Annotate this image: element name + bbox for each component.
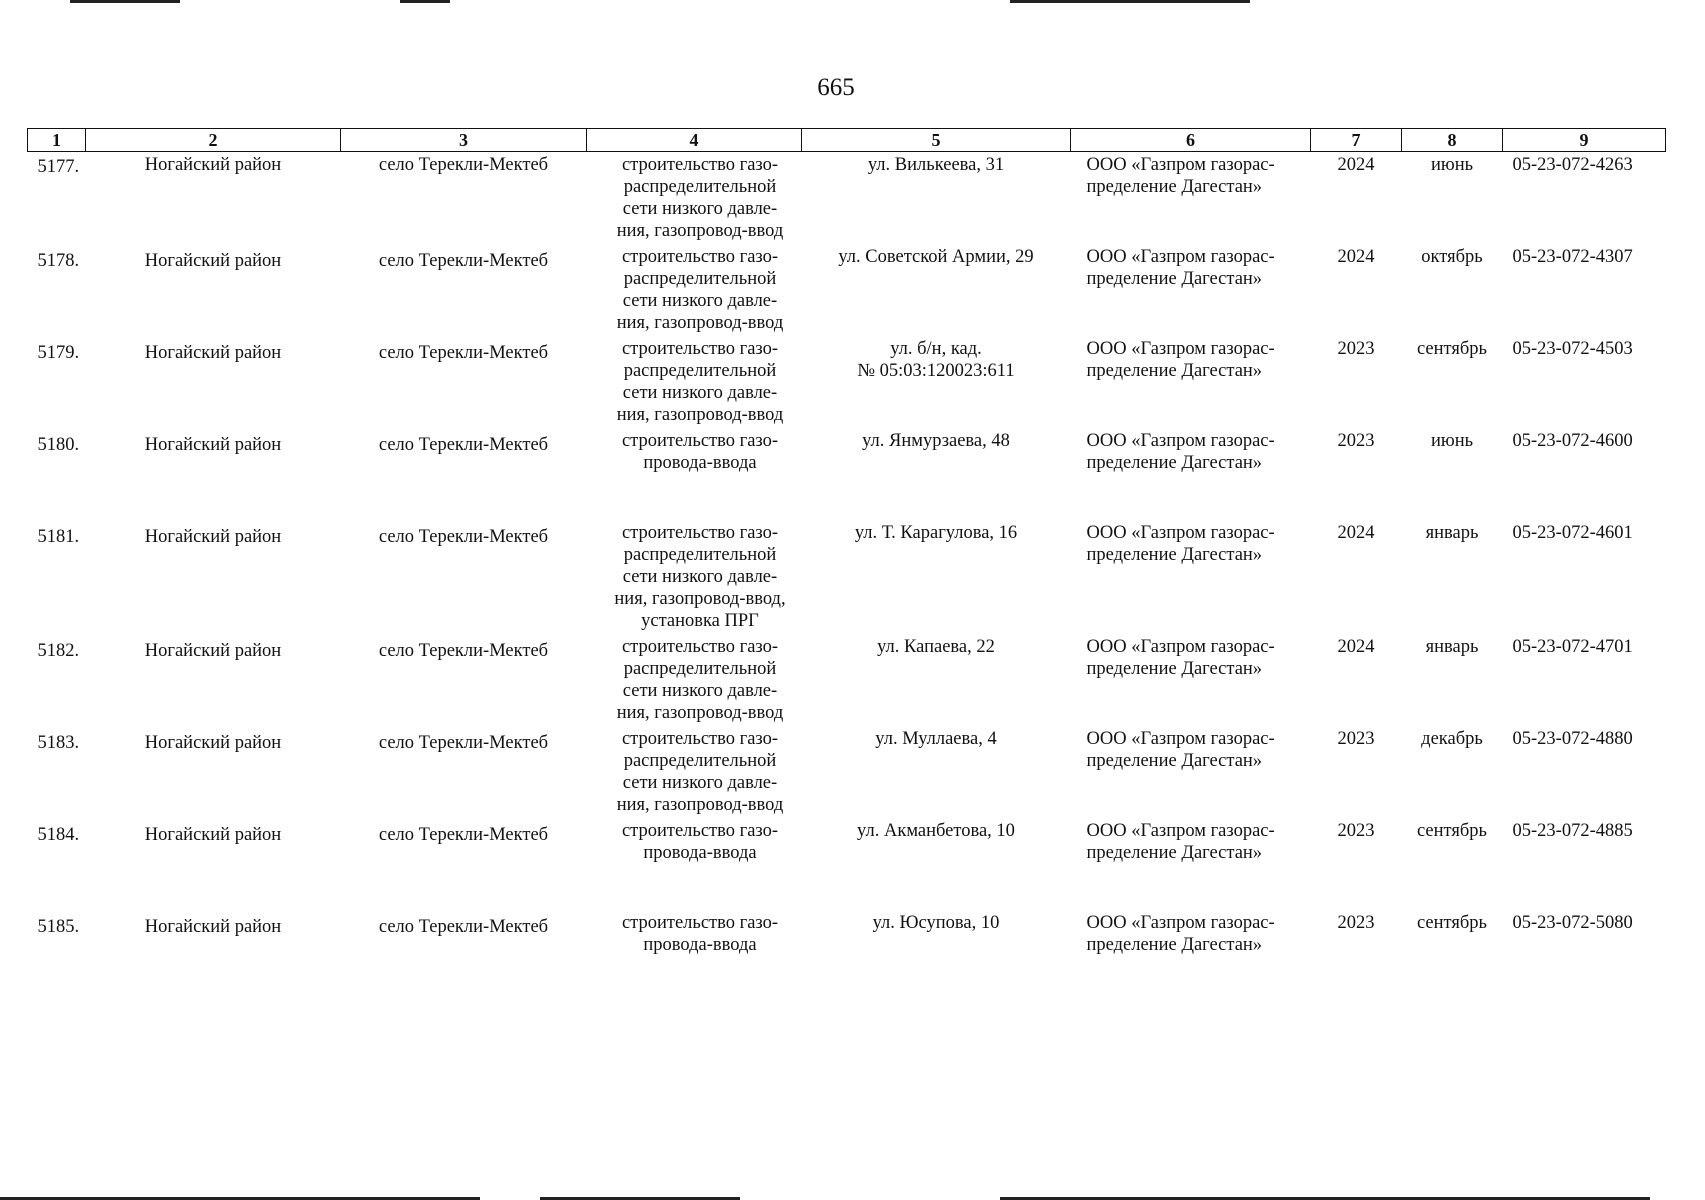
header-col-4: 4 xyxy=(587,129,802,152)
code-cell: 05-23-072-4601 xyxy=(1512,523,1633,543)
code-cell: 05-23-072-4503 xyxy=(1512,339,1633,359)
code-cell: 05-23-072-4307 xyxy=(1512,247,1633,267)
header-col-9: 9 xyxy=(1503,129,1666,152)
month-cell: декабрь xyxy=(1421,729,1483,749)
row-number: 5182. xyxy=(37,641,80,661)
year-cell: 2023 xyxy=(1337,821,1375,841)
header-col-5: 5 xyxy=(802,129,1071,152)
month-cell: сентябрь xyxy=(1417,913,1487,933)
row-number: 5180. xyxy=(37,435,80,455)
settlement-cell: село Терекли-Мектеб xyxy=(378,825,549,845)
settlement-cell: село Терекли-Мектеб xyxy=(378,733,549,753)
table-body xyxy=(28,152,1666,1005)
header-col-6: 6 xyxy=(1071,129,1311,152)
organization-cell: ООО «Газпром газорас- пределение Дагестан» xyxy=(1086,913,1275,955)
settlement-cell: село Терекли-Мектеб xyxy=(378,435,549,455)
district-cell: Ногайский район xyxy=(144,527,282,547)
work-type-cell: строительство газо- распределительной сети низкого давле- ния, газопровод-ввод xyxy=(616,247,784,333)
work-type-cell: строительство газо- провода-ввода xyxy=(621,431,779,473)
address-cell: ул. Янмурзаева, 48 xyxy=(862,431,1010,451)
code-cell: 05-23-072-4600 xyxy=(1512,431,1633,451)
table-row xyxy=(28,912,1666,1004)
work-type-cell: строительство газо- распределительной сети низкого давле- ния, газопровод-ввод xyxy=(616,339,784,425)
settlement-cell: село Терекли-Мектеб xyxy=(378,155,549,175)
code-cell: 05-23-072-4263 xyxy=(1512,155,1633,175)
header-col-2: 2 xyxy=(86,129,341,152)
row-number: 5183. xyxy=(37,733,80,753)
district-cell: Ногайский район xyxy=(144,733,282,753)
organization-cell: ООО «Газпром газорас- пределение Дагестан» xyxy=(1086,523,1275,565)
address-cell: ул. Юсупова, 10 xyxy=(872,913,1000,933)
settlement-cell: село Терекли-Мектеб xyxy=(378,917,549,937)
month-cell: июнь xyxy=(1430,431,1474,451)
table-row xyxy=(28,522,1666,636)
organization-cell: ООО «Газпром газорас- пределение Дагестан» xyxy=(1086,729,1275,771)
address-cell: ул. Муллаева, 4 xyxy=(875,729,997,749)
work-type-cell: строительство газо- распределительной сети низкого давле- ния, газопровод-ввод xyxy=(616,729,784,815)
address-cell: ул. Советской Армии, 29 xyxy=(838,247,1034,267)
work-type-cell: строительство газо- распределительной сети низкого давле- ния, газопровод-ввод, установка ПРГ xyxy=(614,523,786,631)
settlement-cell: село Терекли-Мектеб xyxy=(378,641,549,661)
year-cell: 2024 xyxy=(1337,523,1375,543)
organization-cell: ООО «Газпром газорас- пределение Дагестан» xyxy=(1086,339,1275,381)
table-row xyxy=(28,152,1666,247)
row-number: 5178. xyxy=(37,251,80,271)
header-col-1: 1 xyxy=(28,129,86,152)
address-cell: ул. Акманбетова, 10 xyxy=(857,821,1015,841)
organization-cell: ООО «Газпром газорас- пределение Дагестан» xyxy=(1086,637,1275,679)
row-number: 5179. xyxy=(37,343,80,363)
year-cell: 2023 xyxy=(1337,913,1375,933)
month-cell: октябрь xyxy=(1421,247,1483,267)
work-type-cell: строительство газо- распределительной сети низкого давле- ния, газопровод-ввод xyxy=(616,637,784,723)
settlement-cell: село Терекли-Мектеб xyxy=(378,343,549,363)
month-cell: январь xyxy=(1425,637,1479,657)
year-cell: 2023 xyxy=(1337,729,1375,749)
table-header xyxy=(28,129,1666,152)
table-row xyxy=(28,728,1666,820)
year-cell: 2024 xyxy=(1337,155,1375,175)
registry-table xyxy=(27,128,1666,1004)
district-cell: Ногайский район xyxy=(144,641,282,661)
table-row xyxy=(28,430,1666,522)
district-cell: Ногайский район xyxy=(144,825,282,845)
month-cell: июнь xyxy=(1430,155,1474,175)
address-cell: ул. Вилькеева, 31 xyxy=(867,155,1005,175)
header-col-3: 3 xyxy=(341,129,587,152)
month-cell: сентябрь xyxy=(1417,339,1487,359)
header-col-8: 8 xyxy=(1402,129,1503,152)
table-row xyxy=(28,338,1666,430)
address-cell: ул. Т. Карагулова, 16 xyxy=(854,523,1018,543)
code-cell: 05-23-072-4885 xyxy=(1512,821,1633,841)
table-row xyxy=(28,636,1666,728)
district-cell: Ногайский район xyxy=(144,251,282,271)
scan-edge-top-left xyxy=(70,0,180,3)
year-cell: 2023 xyxy=(1337,339,1375,359)
scan-edge-top-right xyxy=(1010,0,1250,3)
organization-cell: ООО «Газпром газорас- пределение Дагестан» xyxy=(1086,821,1275,863)
organization-cell: ООО «Газпром газорас- пределение Дагестан» xyxy=(1086,431,1275,473)
organization-cell: ООО «Газпром газорас- пределение Дагестан» xyxy=(1086,247,1275,289)
code-cell: 05-23-072-5080 xyxy=(1512,913,1633,933)
scan-edge-top-mid xyxy=(400,0,450,3)
code-cell: 05-23-072-4701 xyxy=(1512,637,1633,657)
row-number: 5181. xyxy=(37,527,80,547)
district-cell: Ногайский район xyxy=(144,435,282,455)
year-cell: 2023 xyxy=(1337,431,1375,451)
year-cell: 2024 xyxy=(1337,637,1375,657)
header-row xyxy=(28,129,1666,152)
header-col-7: 7 xyxy=(1311,129,1402,152)
code-cell: 05-23-072-4880 xyxy=(1512,729,1633,749)
district-cell: Ногайский район xyxy=(144,155,282,175)
work-type-cell: строительство газо- распределительной сети низкого давле- ния, газопровод-ввод xyxy=(616,155,784,241)
district-cell: Ногайский район xyxy=(144,917,282,937)
year-cell: 2024 xyxy=(1337,247,1375,267)
row-number: 5185. xyxy=(37,917,80,937)
table-row xyxy=(28,246,1666,338)
organization-cell: ООО «Газпром газорас- пределение Дагестан» xyxy=(1086,155,1275,197)
work-type-cell: строительство газо- провода-ввода xyxy=(621,821,779,863)
month-cell: сентябрь xyxy=(1417,821,1487,841)
settlement-cell: село Терекли-Мектеб xyxy=(378,251,549,271)
row-number: 5184. xyxy=(37,825,80,845)
address-cell: ул. Капаева, 22 xyxy=(877,637,995,657)
table-row xyxy=(28,820,1666,912)
row-number: 5177. xyxy=(37,157,80,177)
address-cell: ул. б/н, кад. № 05:03:120023:611 xyxy=(857,339,1015,381)
month-cell: январь xyxy=(1425,523,1479,543)
work-type-cell: строительство газо- провода-ввода xyxy=(621,913,779,955)
district-cell: Ногайский район xyxy=(144,343,282,363)
settlement-cell: село Терекли-Мектеб xyxy=(378,527,549,547)
page-number: 665 xyxy=(817,74,855,101)
